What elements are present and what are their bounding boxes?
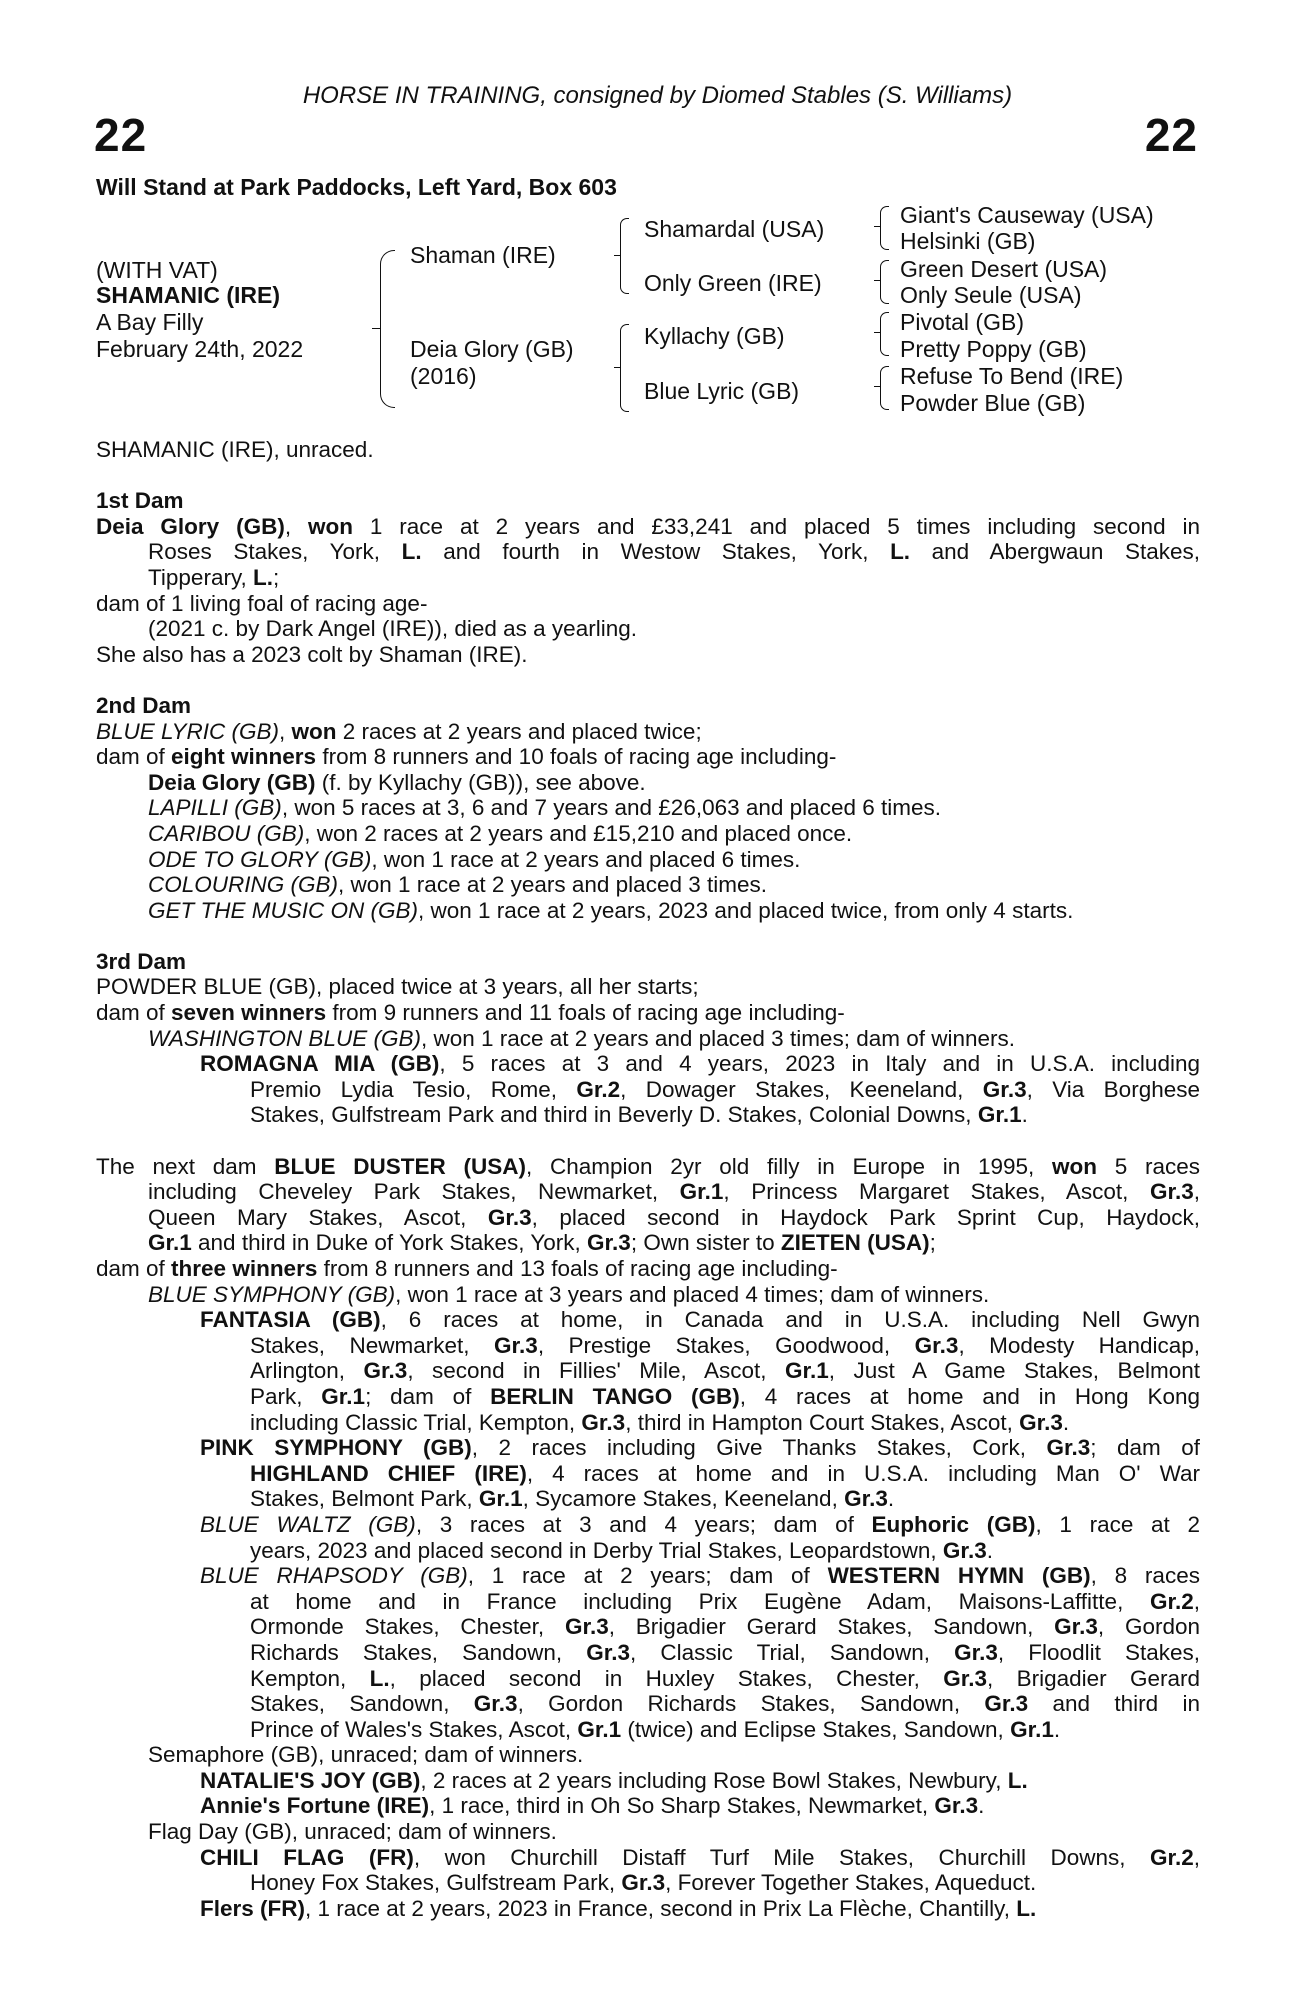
pedigree-brace-dam-notch xyxy=(614,367,620,368)
third-dam-line-3: WASHINGTON BLUE (GB), won 1 race at 2 years and placed 3 times; dam of winners. xyxy=(148,1025,1016,1051)
third-dam-line-6: Stakes, Gulfstream Park and third in Beverly D. Stakes, Colonial Downs, Gr.1. xyxy=(250,1102,1028,1128)
next-dam-line-8: Stakes, Newmarket, Gr.3, Prestige Stakes, Goodwood, Gr.3, Modesty Handicap, xyxy=(250,1332,1200,1358)
next-dam-line-18: at home and in France including Prix Eugène Adam, Maisons-Laffitte, Gr.2, xyxy=(250,1588,1200,1614)
third-dam-line-2: dam of seven winners from 9 runners and 11 foals of racing age including- xyxy=(96,1000,845,1026)
page-header-title: HORSE IN TRAINING, consigned by Diomed Stables (S. Williams) xyxy=(302,82,1013,109)
sire-sire-name: Shamardal (USA) xyxy=(644,216,825,242)
ancestor-5: Pivotal (GB) xyxy=(900,309,1024,335)
next-dam-line-7: FANTASIA (GB), 6 races at home, in Canada and in U.S.A. including Nell Gwyn xyxy=(200,1307,1200,1333)
second-dam-heading: 2nd Dam xyxy=(96,692,192,718)
next-dam-line-23: Prince of Wales's Stakes, Ascot, Gr.1 (twice) and Eclipse Stakes, Sandown, Gr.1. xyxy=(250,1716,1061,1742)
next-dam-line-20: Richards Stakes, Sandown, Gr.3, Classic Trial, Sandown, Gr.3, Floodlit Stakes, xyxy=(250,1639,1200,1665)
ancestor-1: Giant's Causeway (USA) xyxy=(900,202,1154,228)
next-dam-line-22: Stakes, Sandown, Gr.3, Gordon Richards Stakes, Sandown, Gr.3 and third in xyxy=(250,1691,1200,1717)
next-dam-line-19: Ormonde Stakes, Chester, Gr.3, Brigadier Gerard Stakes, Sandown, Gr.3, Gordon xyxy=(250,1614,1200,1640)
second-dam-line-7: COLOURING (GB), won 1 race at 2 years and placed 3 times. xyxy=(148,872,767,898)
pedigree-brace-g4 xyxy=(880,366,889,410)
next-dam-line-13: HIGHLAND CHIEF (IRE), 4 races at home and in U.S.A. including Man O' War xyxy=(250,1460,1200,1486)
pedigree-brace-sire xyxy=(620,218,629,294)
next-dam-line-10: Park, Gr.1; dam of BERLIN TANGO (GB), 4 races at home and in Hong Kong xyxy=(250,1383,1200,1409)
dam-sire-name: Kyllachy (GB) xyxy=(644,323,785,349)
next-dam-line-6: BLUE SYMPHONY (GB), won 1 race at 3 years and placed 4 times; dam of winners. xyxy=(148,1281,990,1307)
pedigree-brace-g1-notch xyxy=(874,226,880,227)
pedigree-brace-g4-notch xyxy=(874,386,880,387)
next-dam-line-2: including Cheveley Park Stakes, Newmarket, Gr.1, Princess Margaret Stakes, Ascot, Gr.3, xyxy=(148,1179,1200,1205)
first-dam-line-1: Deia Glory (GB), won 1 race at 2 years and £33,241 and placed 5 times including second in xyxy=(96,513,1200,539)
next-dam-line-15: BLUE WALTZ (GB), 3 races at 3 and 4 years; dam of Euphoric (GB), 1 race at 2 xyxy=(200,1511,1200,1537)
vat-note: (WITH VAT) xyxy=(96,257,218,283)
next-dam-line-27: Flag Day (GB), unraced; dam of winners. xyxy=(148,1819,557,1845)
ancestor-8: Powder Blue (GB) xyxy=(900,390,1086,416)
next-dam-line-1: The next dam BLUE DUSTER (USA), Champion 2yr old filly in Europe in 1995, won 5 races xyxy=(96,1153,1200,1179)
third-dam-line-1: POWDER BLUE (GB), placed twice at 3 years, all her starts; xyxy=(96,974,699,1000)
next-dam-line-14: Stakes, Belmont Park, Gr.1, Sycamore Stakes, Keeneland, Gr.3. xyxy=(250,1486,895,1512)
second-dam-line-8: GET THE MUSIC ON (GB), won 1 race at 2 years, 2023 and placed twice, from only 4 starts. xyxy=(148,897,1074,923)
second-dam-line-1: BLUE LYRIC (GB), won 2 races at 2 years and placed twice; xyxy=(96,718,702,744)
pedigree-brace-g2-notch xyxy=(874,280,880,281)
next-dam-line-9: Arlington, Gr.3, second in Fillies' Mile, Ascot, Gr.1, Just A Game Stakes, Belmont xyxy=(250,1358,1200,1384)
first-dam-name: Deia Glory (GB) xyxy=(96,513,285,539)
second-dam-line-6: ODE TO GLORY (GB), won 1 race at 2 years and placed 6 times. xyxy=(148,846,801,872)
next-dam-line-3: Queen Mary Stakes, Ascot, Gr.3, placed second in Haydock Park Sprint Cup, Haydock, xyxy=(148,1204,1200,1230)
dam-name: Deia Glory (GB) xyxy=(410,336,574,362)
third-dam-line-4: ROMAGNA MIA (GB), 5 races at 3 and 4 years, 2023 in Italy and in U.S.A. including xyxy=(200,1051,1200,1077)
next-dam-line-26: Annie's Fortune (IRE), 1 race, third in Oh So Sharp Stakes, Newmarket, Gr.3. xyxy=(200,1793,985,1819)
horse-description: A Bay Filly xyxy=(96,309,204,335)
next-dam-line-16: years, 2023 and placed second in Derby Trial Stakes, Leopardstown, Gr.3. xyxy=(250,1537,993,1563)
second-dam-line-4: LAPILLI (GB), won 5 races at 3, 6 and 7 years and £26,063 and placed 6 times. xyxy=(148,795,941,821)
stand-location: Will Stand at Park Paddocks, Left Yard, Box 603 xyxy=(96,174,617,200)
pedigree-brace-sire-notch xyxy=(614,255,620,256)
pedigree-brace-g3-notch xyxy=(874,332,880,333)
pedigree-brace-main xyxy=(380,250,395,408)
horse-name: SHAMANIC (IRE) xyxy=(96,282,280,308)
first-dam-line-6: She also has a 2023 colt by Shaman (IRE). xyxy=(96,641,528,667)
dam-dam-name: Blue Lyric (GB) xyxy=(644,378,800,404)
summary-line: SHAMANIC (IRE), unraced. xyxy=(96,437,374,462)
second-dam-name: BLUE LYRIC (GB) xyxy=(96,718,279,744)
third-dam-heading: 3rd Dam xyxy=(96,948,187,974)
second-dam-line-3: Deia Glory (GB) (f. by Kyllachy (GB)), see above. xyxy=(148,769,646,795)
ancestor-2: Helsinki (GB) xyxy=(900,228,1036,254)
pedigree-brace-g1 xyxy=(880,206,889,250)
next-dam-line-11: including Classic Trial, Kempton, Gr.3, third in Hampton Court Stakes, Ascot, Gr.3. xyxy=(250,1409,1070,1435)
sire-dam-name: Only Green (IRE) xyxy=(644,270,822,296)
ancestor-7: Refuse To Bend (IRE) xyxy=(900,363,1124,389)
pedigree-brace-g2 xyxy=(880,260,889,304)
next-dam-line-29: Honey Fox Stakes, Gulfstream Park, Gr.3, Forever Together Stakes, Aqueduct. xyxy=(250,1870,1037,1896)
catalogue-body xyxy=(96,437,1200,1921)
horse-foaled-date: February 24th, 2022 xyxy=(96,336,304,362)
second-dam-line-2: dam of eight winners from 8 runners and 10 foals of racing age including- xyxy=(96,744,837,770)
ancestor-6: Pretty Poppy (GB) xyxy=(900,336,1087,362)
pedigree-brace-main-notch xyxy=(372,328,380,329)
next-dam-line-25: NATALIE'S JOY (GB), 2 races at 2 years including Rose Bowl Stakes, Newbury, L. xyxy=(200,1767,1028,1793)
first-dam-line-4: dam of 1 living foal of racing age- xyxy=(96,590,428,616)
second-dam-line-5: CARIBOU (GB), won 2 races at 2 years and £15,210 and placed once. xyxy=(148,820,853,846)
next-dam-line-21: Kempton, L., placed second in Huxley Stakes, Chester, Gr.3, Brigadier Gerard xyxy=(250,1665,1200,1691)
ancestor-4: Only Seule (USA) xyxy=(900,282,1082,308)
third-dam-line-5: Premio Lydia Tesio, Rome, Gr.2, Dowager Stakes, Keeneland, Gr.3, Via Borghese xyxy=(250,1076,1200,1102)
ancestor-3: Green Desert (USA) xyxy=(900,256,1108,282)
lot-number-left: 22 xyxy=(94,109,148,161)
pedigree-brace-g3 xyxy=(880,312,889,356)
lot-number-right: 22 xyxy=(1144,109,1198,161)
pedigree-brace-dam xyxy=(620,324,629,412)
next-dam-line-12: PINK SYMPHONY (GB), 2 races including Give Thanks Stakes, Cork, Gr.3; dam of xyxy=(200,1435,1200,1461)
next-dam-line-17: BLUE RHAPSODY (GB), 1 race at 2 years; dam of WESTERN HYMN (GB), 8 races xyxy=(200,1563,1200,1589)
sire-name: Shaman (IRE) xyxy=(410,242,556,268)
next-dam-line-4: Gr.1 and third in Duke of York Stakes, York, Gr.3; Own sister to ZIETEN (USA); xyxy=(148,1230,936,1256)
next-dam-line-28: CHILI FLAG (FR), won Churchill Distaff Turf Mile Stakes, Churchill Downs, Gr.2, xyxy=(200,1844,1200,1870)
first-dam-line-5: (2021 c. by Dark Angel (IRE)), died as a yearling. xyxy=(148,616,637,642)
next-dam-line-24: Semaphore (GB), unraced; dam of winners. xyxy=(148,1742,584,1768)
first-dam-line-3: Tipperary, L.; xyxy=(148,564,280,590)
dam-foaled-year: (2016) xyxy=(410,363,477,389)
next-dam-line-5: dam of three winners from 8 runners and 13 foals of racing age including- xyxy=(96,1256,838,1281)
next-dam-line-30: Flers (FR), 1 race at 2 years, 2023 in France, second in Prix La Flèche, Chantilly, L. xyxy=(200,1895,1037,1921)
first-dam-line-2: Roses Stakes, York, L. and fourth in Westow Stakes, York, L. and Abergwaun Stakes, xyxy=(148,539,1200,565)
first-dam-heading: 1st Dam xyxy=(96,488,184,514)
